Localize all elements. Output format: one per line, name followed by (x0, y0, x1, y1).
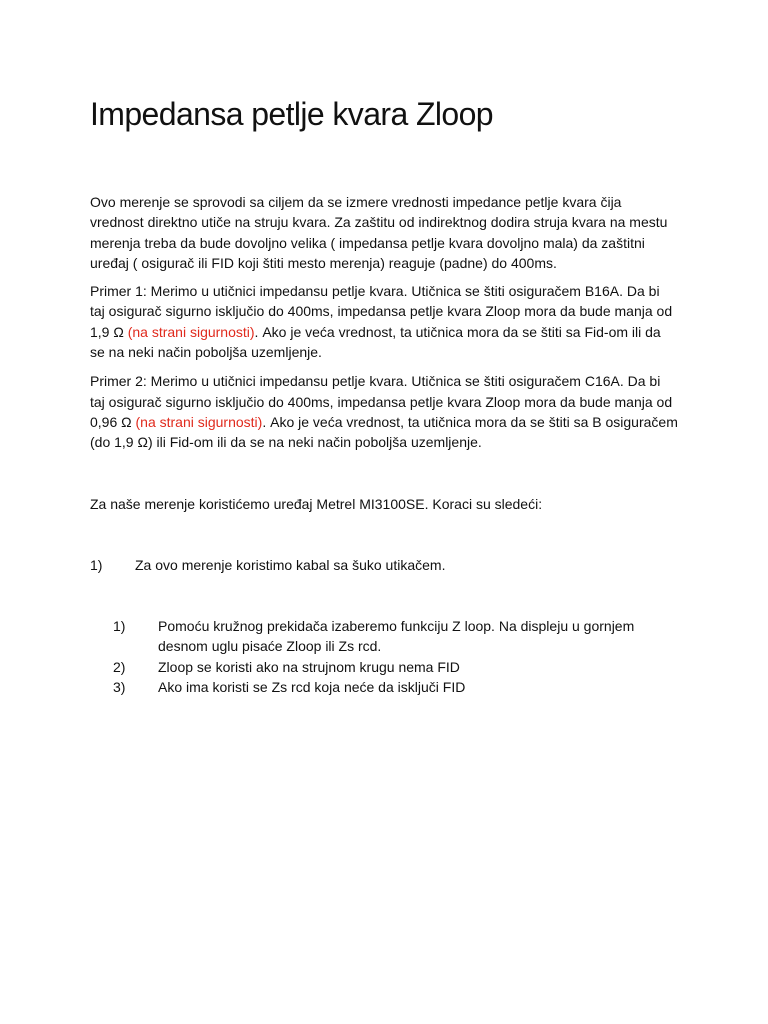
steps-list (90, 555, 678, 575)
steps-lead-paragraph: Za naše merenje koristićemo uređaj Metrel MI3100SE. Koraci su sledeći: (90, 495, 543, 512)
example-2-text-end: . Ako je veća vrednost, ta utičnica mora da se štiti sa B osiguračem (do 1,9 Ω) ili Fid-om ili da se na neki način poboljša uzemljenje. (90, 413, 678, 451)
example-1-text-end: . Ako je veća vrednost, ta utičnica mora da se štiti sa Fid-om ili da se na neki način poboljša uzemljenje. (90, 323, 661, 361)
example-2-text: Primer 2: Merimo u utičnici impedansu petlje kvara. Utičnica se štiti osiguračem C16A. Da bi taj osigurač sigurno isključio do 400ms, impedansa petlje kvara Zloop mora da bude manja od 0,96 Ω (90, 373, 673, 430)
list-item (90, 555, 678, 575)
list-item-text: Zloop se koristi ako na strujnom krugu nema FID (158, 658, 460, 675)
list-item (113, 616, 678, 657)
list-item (113, 657, 678, 677)
list-item-text: Ako ima koristi se Zs rcd koja neće da isključi FID (158, 679, 466, 696)
substeps-list (90, 616, 678, 697)
list-item-text: Za ovo merenje koristimo kabal sa šuko utikačem. (135, 556, 446, 573)
example-2-highlight: (na strani sigurnosti) (135, 413, 263, 430)
list-item-text: Pomoću kružnog prekidača izaberemo funkciju Z loop. Na displeju u gornjem desnom uglu pisaće Zloop ili Zs rcd. (158, 618, 635, 655)
example-1-paragraph (90, 281, 678, 362)
list-item-number: 1) (90, 556, 103, 573)
page-title: Impedansa petlje kvara Zloop (90, 96, 493, 132)
list-item-number: 1) (113, 618, 126, 635)
list-item-number: 3) (113, 679, 126, 696)
example-1-highlight: (na strani sigurnosti) (127, 323, 255, 340)
example-2-paragraph (90, 371, 678, 452)
example-1-text: Primer 1: Merimo u utičnici impedansu petlje kvara. Utičnica se štiti osiguračem B16A. Da bi taj osigurač sigurno isključio do 400ms, impedansa petlje kvara Zloop mora da bude manja od 1,9 Ω (90, 283, 673, 340)
list-item (113, 677, 678, 697)
intro-paragraph: Ovo merenje se sprovodi sa ciljem da se izmere vrednosti impedance petlje kvara čija vrednost direktno utiče na struju kvara. Za zaštitu od indirektnog dodira struja kvara na mestu merenja treba da bude dovoljno velika ( impedansa petlje kvara dovoljno mala) da zaštitni uređaj ( osigurač ili FID koji štiti mesto merenja) reaguje (padne) do 400ms. (90, 194, 668, 271)
list-item-number: 2) (113, 658, 126, 675)
